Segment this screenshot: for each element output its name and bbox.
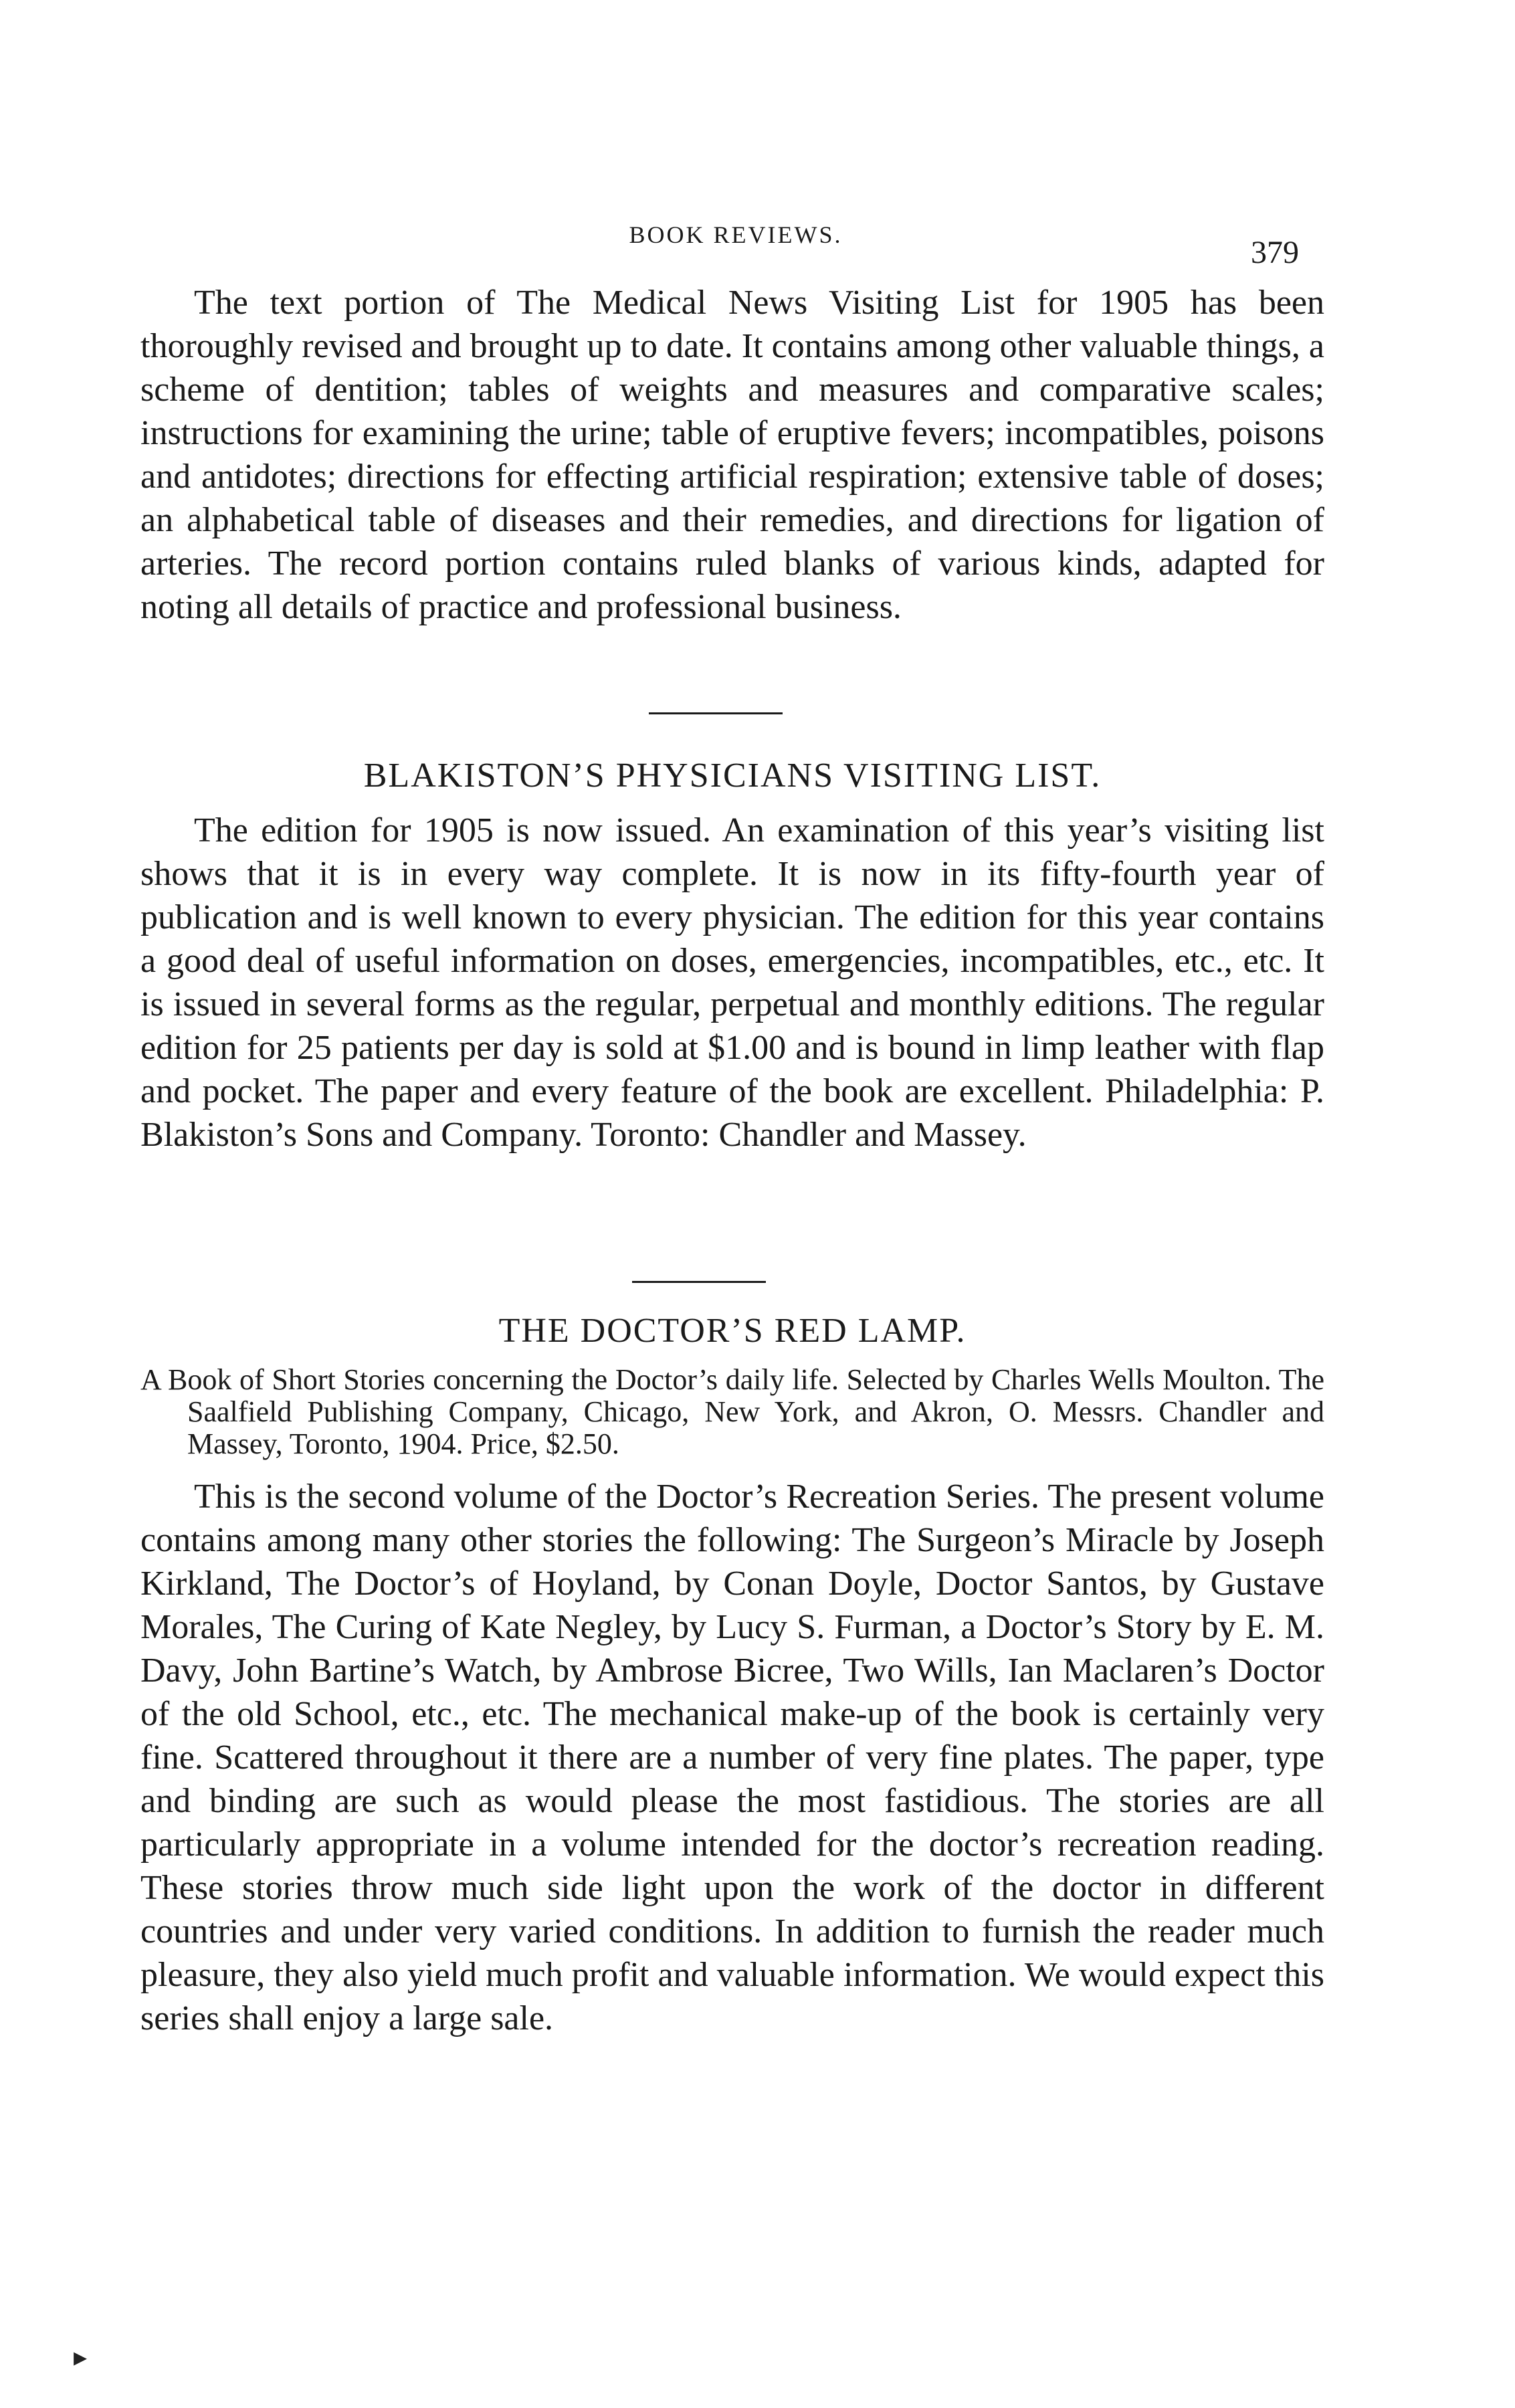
review-red-lamp-paragraph: This is the second volume of the Doctor’s Recreation Series. The present volume contains among many other stories the following: The Surgeon’s Miracle by Joseph Kirkland, The Doctor’s of Hoyland, by Conan Doyle, Doctor Santos, by Gustave Morales, The Curing of Kate Negley, by Lucy S. Furman, a Doctor’s Story by E. M. Davy, John Bartine’s Watch, by Ambrose Bicree, Two Wills, Ian Maclaren’s Doctor of the old School, etc., etc. The mechanical make-up of the book is certainly very fine. Scattered throughout it there are a number of very fine plates. The paper, type and binding are such as would please the most fastidious. The stories are all particularly appropriate in a volume intended for the doctor’s recreation reading. These stories throw much side light upon the work of the doctor in different countries and under very varied conditions. In addition to furnish the reader much pleasure, they also yield much profit and valuable information. We would expect this series shall enjoy a large sale. [140,1478,1324,2037]
section-divider [649,712,783,714]
review-red-lamp-heading: THE DOCTOR’S RED LAMP. [498,1312,967,1350]
page-corner-mark: ▸ [74,2342,88,2372]
review-visiting-list-paragraph: The text portion of The Medical News Visiting List for 1905 has been thoroughly revised and brought up to date. It contains among other valuable things, a scheme of dentition; tables of weights and measures and comparative scales; instructions for examining the urine; table of eruptive fevers; incompatibles, poisons and antidotes; directions for effecting artificial respiration; extensive table of doses; an alphabetical table of diseases and their remedies, and directions for ligation of arteries. The record portion contains ruled blanks of various kinds, adapted for noting all details of practice and professional business. [140,284,1324,626]
section-divider [632,1281,766,1283]
review-blakiston [140,756,1324,1157]
review-blakiston-paragraph: The edition for 1905 is now issued. An examination of this year’s visiting list shows that it is in every way complete. It is now in its fifty-fourth year of publication and is well known to every physician. The edition for this year contains a good deal of useful information on doses, emergencies, incompatibles, etc., etc. It is issued in several forms as the regular, perpetual and monthly editions. The regular edition for 25 patients per day is sold at $1.00 and is bound in limp leather with flap and pocket. The paper and every feature of the book are excellent. Philadelphia: P. Blakiston’s Sons and Company. Toronto: Chandler and Massey. [140,811,1324,1154]
page-number: 379 [1251,235,1299,270]
review-blakiston-heading: BLAKISTON’S PHYSICIANS VISITING LIST. [363,757,1102,795]
review-red-lamp [140,1311,1324,2040]
review-visiting-list [140,281,1324,629]
running-head: BOOK REVIEWS. [629,221,843,248]
review-red-lamp-citation: A Book of Short Stories concerning the Doctor’s daily life. Selected by Charles Wells Moulton. The Saalfield Publishing Company, Chicago, New York, and Akron, O. Messrs. Chandler and Massey, Toronto, 1904. Price, $2.50. [140,1363,1324,1460]
